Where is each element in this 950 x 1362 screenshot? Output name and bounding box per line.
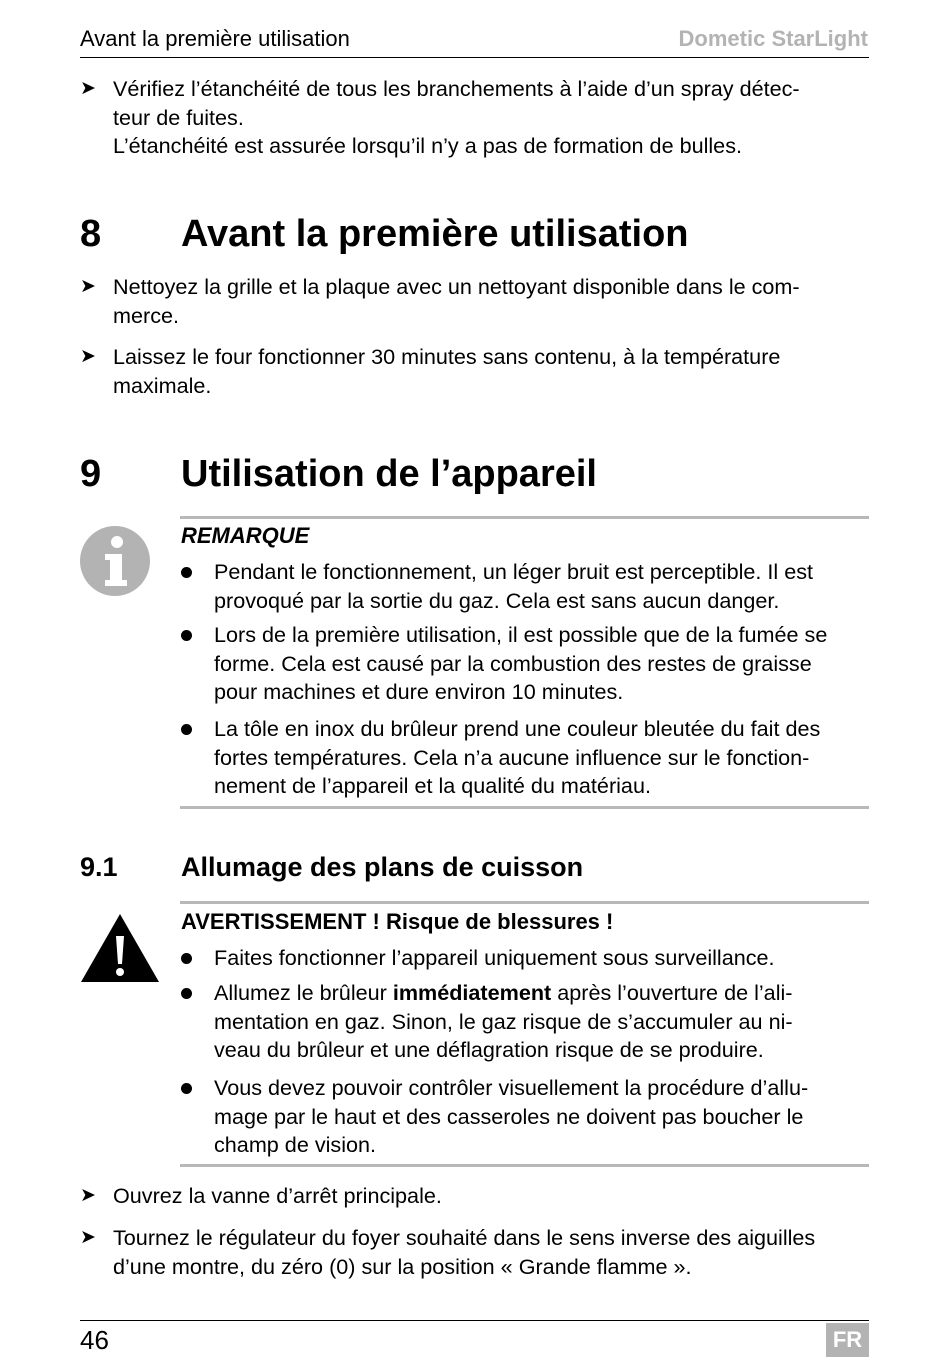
note-bullet: La tôle en inox du brûleur prend une couleur bleutée du fait des fortes températures. Cela n’a aucune influence sur le fonction- nement de l’appareil et la qualité du matériau. [181,715,871,801]
info-icon [80,526,150,596]
bullet-icon [181,630,192,641]
warning-bullet: Allumez le brûleur immédiatement après l’ouverture de l’ali- mentation en gaz. Sinon, le gaz risque de s’accumuler au ni- veau du brûleur et une déflagration risque de se produire. [181,979,871,1065]
step-item: ➤ Nettoyez la grille et la plaque avec un nettoyant disponible dans le com- merce. [80,274,800,328]
note-bullet: Pendant le fonctionnement, un léger bruit est perceptible. Il est provoqué par la sortie du gaz. Cela est sans aucun danger. [181,558,871,615]
bullet-icon [181,567,192,578]
warning-bullet: Faites fonctionner l’appareil uniquement sous surveillance. [181,944,871,973]
arrow-icon: ➤ [80,78,96,99]
subsection-number: 9.1 [80,852,118,882]
step-item: ➤ Laissez le four fonctionner 30 minutes sans contenu, à la température maximale. [80,344,781,398]
step-item: ➤ Ouvrez la vanne d’arrêt principale. [80,1182,870,1211]
arrow-icon: ➤ [80,1227,96,1248]
section-number: 8 [80,213,102,255]
arrow-icon: ➤ [80,276,96,297]
warning-top-rule [180,901,869,904]
warning-icon [80,912,160,984]
warning-bottom-rule [180,1164,869,1167]
intro-step: ➤ Vérifiez l’étanchéité de tous les branchements à l’aide d’un spray détec- teur de fuites. L’étanchéité est assurée lorsqu’il n’y a pas de formation de bulles. [80,76,800,158]
warning-heading: AVERTISSEMENT ! Risque de blessures ! [181,909,614,934]
arrow-icon: ➤ [80,1185,96,1206]
section-title: Avant la première utilisation [181,213,689,255]
subsection-title: Allumage des plans de cuisson [181,852,584,882]
bullet-icon [181,988,192,999]
section-title: Utilisation de l’appareil [181,453,597,495]
footer-divider [80,1320,869,1321]
arrow-icon: ➤ [80,346,96,367]
bullet-icon [181,1083,192,1094]
running-header-chapter: Avant la première utilisation [80,26,350,51]
step-item: ➤ Tournez le régulateur du foyer souhaité dans le sens inverse des aiguilles d’une montre, du zéro (0) sur la position « Grande flamme ». [80,1225,816,1279]
note-top-rule [180,516,869,519]
warning-bullet: Vous devez pouvoir contrôler visuellement la procédure d’allu- mage par le haut et des casseroles ne doivent pas boucher le champ de vision. [181,1074,871,1160]
bullet-icon [181,953,192,964]
note-heading: REMARQUE [181,523,310,548]
page-number: 46 [80,1325,109,1355]
note-bullet: Lors de la première utilisation, il est possible que de la fumée se forme. Cela est causé par la combustion des restes de graisse pour machines et dure environ 10 minutes. [181,621,871,707]
language-badge: FR [826,1323,869,1357]
bullet-icon [181,724,192,735]
running-header-brand: Dometic StarLight [678,26,868,51]
section-number: 9 [80,453,102,495]
note-bottom-rule [180,806,869,809]
emphasis-text: immédiatement [392,980,552,1005]
header-divider [80,57,869,58]
